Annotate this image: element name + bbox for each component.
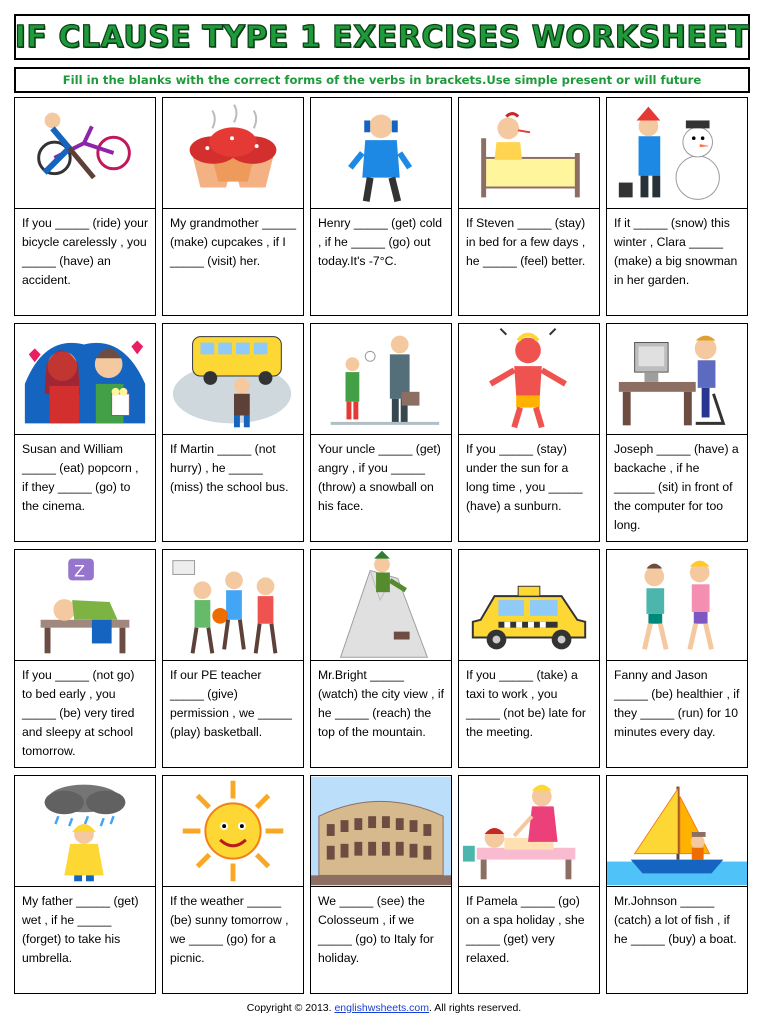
exercise-card (14, 323, 156, 542)
svg-text:Z: Z (74, 561, 85, 581)
exercise-sentence: Mr.Bright _____ (watch) the city view , if he _____ (reach) the top of the mountain. (318, 668, 444, 739)
instructions: Fill in the blanks with the correct forms of the verbs in brackets.Use simple present or will future (62, 73, 702, 87)
snowball-icon (311, 324, 451, 434)
exercise-card (14, 775, 156, 994)
cupcakes-icon (163, 98, 303, 208)
exercise-sentence: If Martin _____ (not hurry) , he _____ (miss) the school bus. (170, 442, 289, 494)
sleepy-student-icon (15, 550, 155, 660)
sun-icon (163, 776, 303, 886)
exercise-card (606, 549, 748, 768)
exercise-sentence: If Pamela _____ (go) on a spa holiday , she _____ (get) very relaxed. (466, 894, 585, 965)
exercise-sentence: If it _____ (snow) this winter , Clara _____ (make) a big snowman in her garden. (614, 216, 738, 287)
taxi-icon (459, 550, 599, 660)
exercise-sentence: If Steven _____ (stay) in bed for a few days , he _____ (feel) better. (466, 216, 586, 268)
cold-man-icon (311, 98, 451, 208)
page-title: IF CLAUSE TYPE 1 EXERCISES WORKSHEET (14, 19, 750, 55)
exercise-sentence: If you _____ (take) a taxi to work , you _____ (not be) late for the meeting. (466, 668, 586, 739)
site-link[interactable]: englishwsheets.com (334, 1002, 430, 1014)
exercise-sentence: If you _____ (stay) under the sun for a long time , you _____ (have) a sunburn. (466, 442, 583, 513)
exercise-card (606, 97, 748, 316)
sick-in-bed-icon (459, 98, 599, 208)
sailboat-icon (607, 776, 747, 886)
exercise-card (162, 97, 304, 316)
couple-popcorn-icon (15, 324, 155, 434)
exercise-sentence: My grandmother _____ (make) cupcakes , if I _____ (visit) her. (170, 216, 297, 268)
copyright-text: Copyright © 2013. (246, 1002, 335, 1014)
sunburn-icon (459, 324, 599, 434)
cyclist-crash-icon (15, 98, 155, 208)
colosseum-icon (311, 776, 451, 886)
exercise-card (458, 323, 600, 542)
exercise-card (606, 775, 748, 994)
exercise-card (458, 97, 600, 316)
exercise-sentence: Your uncle _____ (get) angry , if you _____ (throw) a snowball on his face. (318, 442, 441, 513)
basketball-kids-icon (163, 550, 303, 660)
spa-massage-icon (459, 776, 599, 886)
exercise-card (162, 549, 304, 768)
school-bus-icon (163, 324, 303, 434)
instructions-box (14, 67, 750, 93)
exercise-sentence: Joseph _____ (have) a backache , if he ______ (sit) in front of the computer for too long. (614, 442, 739, 532)
mountain-climber-icon (311, 550, 451, 660)
exercise-sentence: Henry _____ (get) cold , if he _____ (go) out today.It's -7°C. (318, 216, 442, 268)
exercise-card (606, 323, 748, 542)
runners-icon (607, 550, 747, 660)
exercise-sentence: We _____ (see) the Colosseum , if we _____ (go) to Italy for holiday. (318, 894, 434, 965)
rights-text: . All rights reserved. (429, 1002, 522, 1014)
computer-desk-icon (607, 324, 747, 434)
rain-cloud-icon (15, 776, 155, 886)
exercise-card (310, 549, 452, 768)
exercise-card (310, 775, 452, 994)
exercise-card (162, 775, 304, 994)
exercise-sentence: If the weather _____ (be) sunny tomorrow , we _____ (go) for a picnic. (170, 894, 289, 965)
title-box (14, 14, 750, 60)
exercise-sentence: My father _____ (get) wet , if he _____ (forget) to take his umbrella. (22, 894, 139, 965)
exercise-card (14, 97, 156, 316)
exercise-sentence: Susan and William _____ (eat) popcorn , if they _____ (go) to the cinema. (22, 442, 139, 513)
exercise-card (14, 549, 156, 768)
exercise-sentence: If you _____ (ride) your bicycle carelessly , you _____ (have) an accident. (22, 216, 149, 287)
exercise-card (310, 97, 452, 316)
exercise-sentence: Mr.Johnson _____ (catch) a lot of fish , if he _____ (buy) a boat. (614, 894, 737, 946)
exercise-card (162, 323, 304, 542)
exercise-sentence: If you _____ (not go) to bed early , you _____ (be) very tired and sleepy at school tomorrow. (22, 668, 135, 758)
exercise-card (458, 549, 600, 768)
exercise-sentence: If our PE teacher _____ (give) permission , we _____ (play) basketball. (170, 668, 292, 739)
footer (0, 1002, 768, 1014)
exercise-sentence: Fanny and Jason _____ (be) healthier , if they _____ (run) for 10 minutes every day. (614, 668, 740, 739)
exercise-card (458, 775, 600, 994)
exercise-card (310, 323, 452, 542)
snowman-icon (607, 98, 747, 208)
